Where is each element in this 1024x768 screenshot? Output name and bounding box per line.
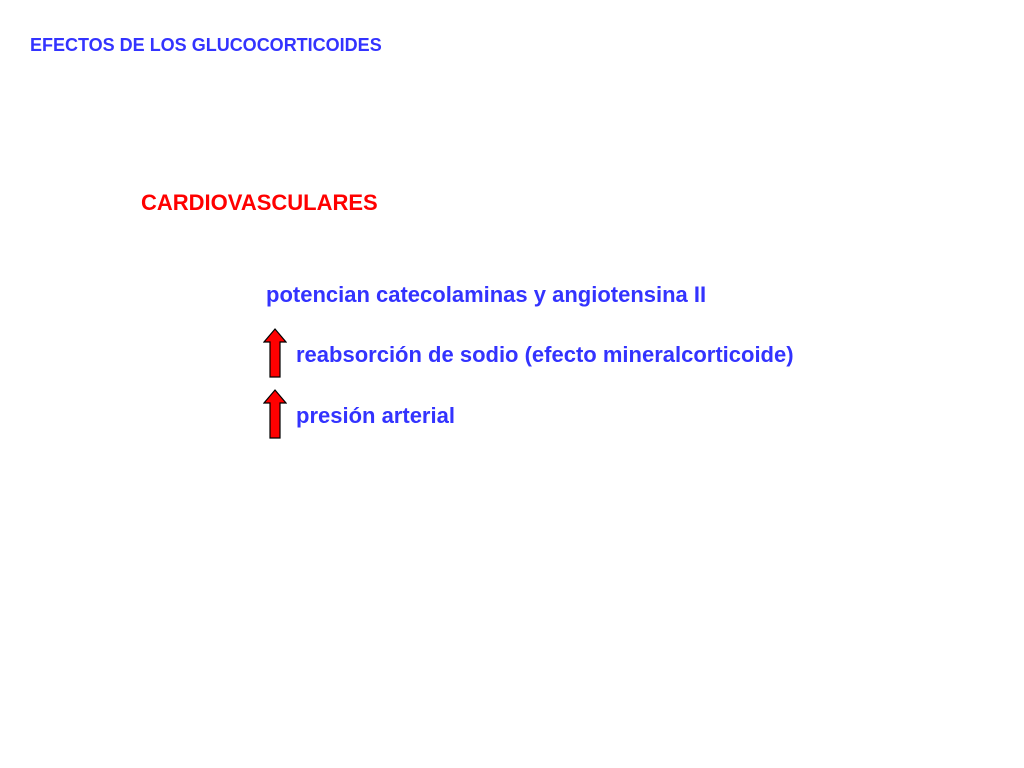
- up-arrow-icon: [263, 328, 287, 378]
- up-arrow-icon: [263, 389, 287, 439]
- section-heading: CARDIOVASCULARES: [141, 190, 378, 215]
- effect-point-catecholamines: potencian catecolaminas y angiotensina II: [266, 282, 707, 307]
- slide-title: EFECTOS DE LOS GLUCOCORTICOIDES: [30, 35, 382, 55]
- effect-point-sodium-reabsorption: reabsorción de sodio (efecto mineralcorticoide): [296, 342, 794, 367]
- effect-point-blood-pressure: presión arterial: [296, 403, 455, 428]
